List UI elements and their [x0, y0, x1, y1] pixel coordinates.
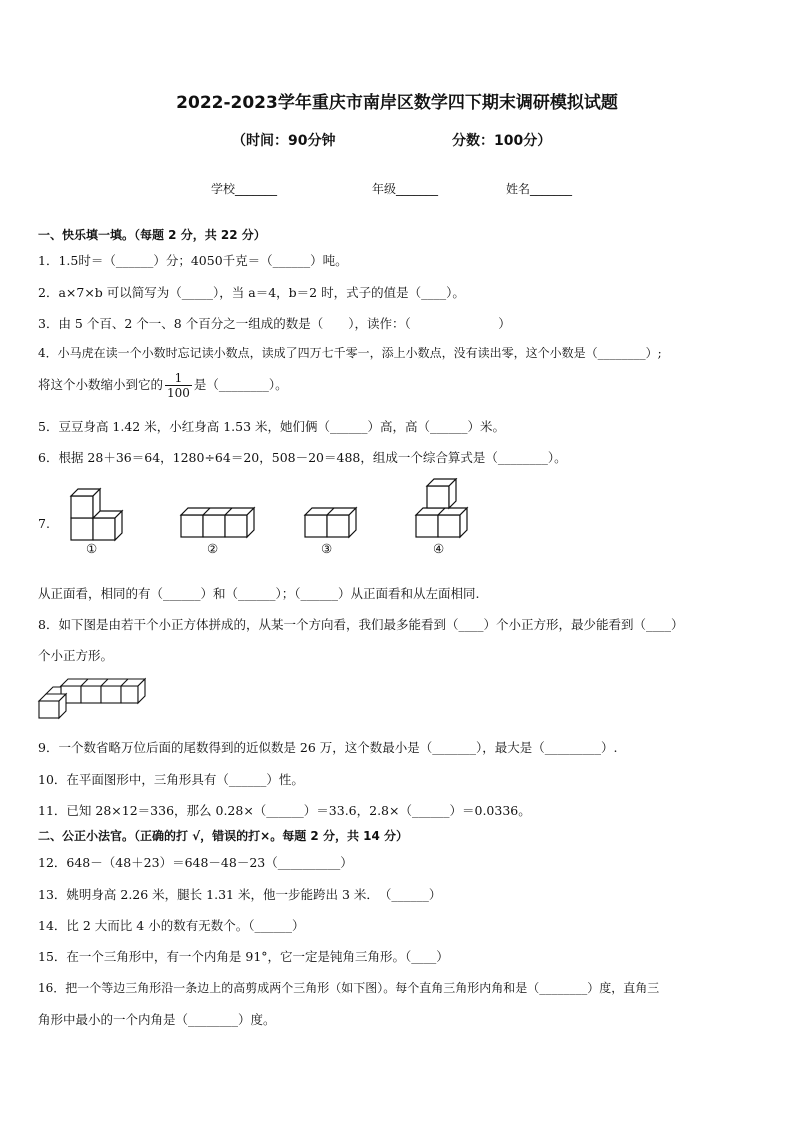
question-10: 10．在平面图形中，三角形具有（______）性。 [38, 772, 304, 787]
question-16-line-2: 角形中最小的一个内角是（________）度。 [38, 1012, 276, 1027]
question-11: 11．已知 28×12＝336，那么 0.28×（______）＝33.6，2.8×（______）＝0.0336。 [38, 803, 531, 818]
question-6: 6．根据 28＋36＝64，1280÷64＝20，508－20＝488，组成一个综合算式是（________）。 [38, 450, 567, 465]
question-7-text: 从正面看，相同的有（______）和（______）；（______）从正面看和从左面相同. [38, 586, 480, 601]
question-9: 9．一个数省略万位后面的尾数得到的近似数是 26 万，这个数最小是（_______），最大是（_________）. [38, 740, 618, 755]
grade-field[interactable]: 年级_______ [372, 182, 439, 196]
question-8-line-2: 个小正方形。 [38, 648, 114, 663]
fraction-one-hundredth [165, 371, 192, 400]
question-4-line-1: 4．小马虎在读一个小数时忘记读小数点，读成了四万七千零一，添上小数点，没有读出零，这个小数是（________）; [38, 346, 662, 360]
section-2-heading: 二、公正小法官。（正确的打 √，错误的打×。每题 2 分，共 14 分） [38, 829, 408, 843]
question-4-text-pre: 将这个小数缩小到它的 [38, 377, 164, 392]
question-8-line-1: 8．如下图是由若干个小正方体拼成的，从某一个方向看，我们最多能看到（____）个小正方形，最少能看到（____） [38, 617, 684, 632]
question-15: 15．在一个三角形中，有一个内角是 91°，它一定是钝角三角形。（____） [38, 949, 449, 964]
question-3: 3．由 5 个百、2 个一、8 个百分之一组成的数是（ ），读作：（ ） [38, 316, 511, 331]
section-1-heading: 一、快乐填一填。（每题 2 分，共 22 分） [38, 228, 266, 242]
cube-figure-1 [68, 486, 138, 542]
cube-figure-4 [413, 478, 479, 542]
cube-figure-2 [178, 498, 266, 542]
question-16-line-1: 16．把一个等边三角形沿一条边上的高剪成两个三角形（如下图）。每个直角三角形内角和是（________）度，直角三 [38, 981, 660, 995]
question-1: 1．1.5时＝（______）分；4050千克＝（______）吨。 [38, 253, 348, 268]
cube-figure-4-label: ④ [433, 541, 445, 556]
question-12: 12．648－（48＋23）＝648－48－23（__________） [38, 855, 353, 870]
question-5: 5．豆豆身高 1.42 米，小红身高 1.53 米，她们俩（______）高，高（______）米。 [38, 419, 506, 434]
cube-figure-3 [302, 498, 368, 542]
school-field[interactable]: 学校_______ [211, 182, 278, 196]
question-8-cube-figure [36, 674, 146, 720]
cube-figure-1-label: ① [86, 541, 98, 556]
question-14: 14．比 2 大而比 4 小的数有无数个。（______） [38, 918, 305, 933]
page-title: 2022-2023学年重庆市南岸区数学四下期末调研模拟试题 [176, 93, 618, 113]
cube-figure-3-label: ③ [321, 541, 333, 556]
question-4-line-2 [38, 371, 288, 400]
fraction-denominator: 100 [167, 386, 190, 400]
cube-figure-2-label: ② [207, 541, 219, 556]
question-2: 2．a×7×b 可以简写为（_____），当 a＝4，b＝2 时，式子的值是（____）。 [38, 285, 465, 300]
fraction-numerator: 1 [165, 371, 192, 386]
exam-time: （时间：90分钟 [232, 133, 336, 149]
question-4-text-post: 是（________）。 [193, 377, 288, 392]
exam-score: 分数：100分） [452, 133, 552, 149]
question-13: 13．姚明身高 2.26 米，腿长 1.31 米，他一步能跨出 3 米． （______） [38, 887, 442, 902]
question-7-label: 7. [38, 516, 50, 531]
name-field[interactable]: 姓名_______ [506, 182, 573, 196]
